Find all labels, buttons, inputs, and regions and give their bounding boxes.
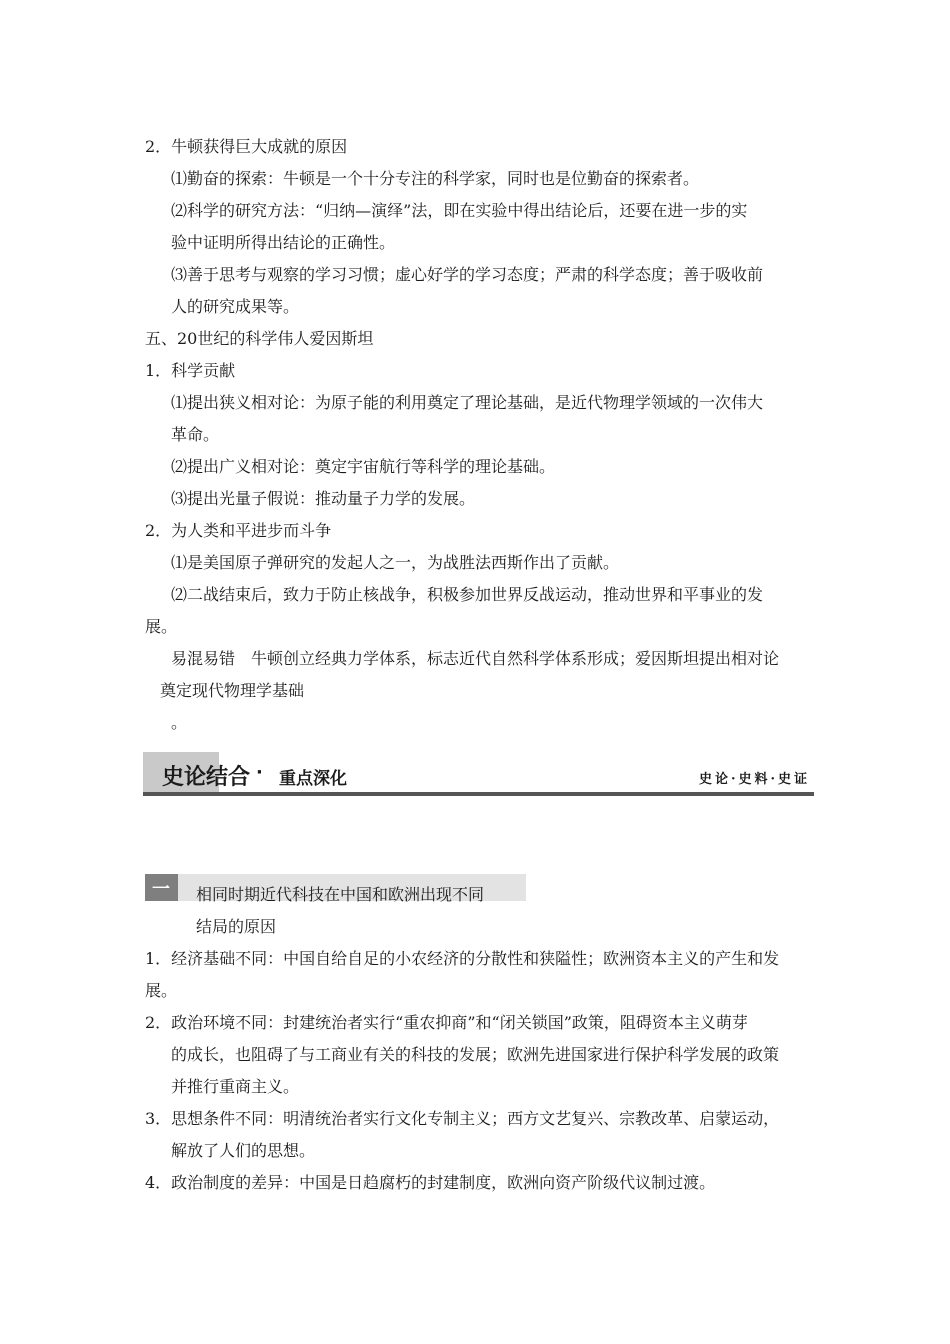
tip-note: 易混易错 牛顿创立经典力学体系，标志近代自然科学体系形成；爱因斯坦提出相对论 — [171, 649, 780, 668]
banner-subtitle: 重点深化 — [279, 769, 347, 789]
section-heading — [145, 874, 526, 902]
list-item-continued: 解放了人们的思想。 — [171, 1141, 316, 1160]
list-item: ⑴是美国原子弹研究的发起人之一，为战胜法西斯作出了贡献。 — [171, 553, 620, 572]
list-item-continued: 验中证明所得出结论的正确性。 — [171, 233, 396, 252]
heading-einstein: 五、20世纪的科学伟人爱因斯坦 — [145, 329, 374, 348]
banner-title: 史论结合 — [162, 765, 251, 790]
banner-rule — [143, 792, 814, 796]
heading-newton-reasons: 2．牛顿获得巨大成就的原因 — [145, 137, 348, 156]
list-item: ⑵科学的研究方法：“归纳—演绎”法，即在实验中得出结论后，还要在进一步的实 — [171, 201, 748, 220]
banner-dot: · — [256, 762, 263, 783]
tip-note-period: 。 — [171, 713, 188, 732]
list-item: 4．政治制度的差异：中国是日趋腐朽的封建制度，欧洲向资产阶级代议制过渡。 — [145, 1173, 716, 1192]
section-title: 相同时期近代科技在中国和欧洲出现不同 — [196, 885, 485, 904]
list-item: ⑴勤奋的探索：牛顿是一个十分专注的科学家，同时也是位勤奋的探索者。 — [171, 169, 700, 188]
list-item-continued: 的成长，也阻碍了与工商业有关的科技的发展；欧洲先进国家进行保护科学发展的政策 — [171, 1045, 780, 1064]
list-item-continued: 并推行重商主义。 — [171, 1077, 300, 1096]
heading-contributions: 1．科学贡献 — [145, 361, 236, 380]
heading-peace: 2．为人类和平进步而斗争 — [145, 521, 332, 540]
list-item: 1．经济基础不同：中国自给自足的小农经济的分散性和狭隘性；欧洲资本主义的产生和发 — [145, 949, 780, 968]
section-title-continued: 结局的原因 — [196, 917, 277, 936]
list-item: ⑵提出广义相对论：奠定宇宙航行等科学的理论基础。 — [171, 457, 556, 476]
list-item: ⑶提出光量子假说：推动量子力学的发展。 — [171, 489, 476, 508]
section-banner — [143, 752, 814, 798]
list-item: ⑵二战结束后，致力于防止核战争，积极参加世界反战运动，推动世界和平事业的发 — [171, 585, 764, 604]
list-item-continued: 人的研究成果等。 — [171, 297, 300, 316]
section-number: 一 — [152, 879, 170, 900]
section-number-box — [145, 874, 178, 901]
list-item: 3．思想条件不同：明清统治者实行文化专制主义；西方文艺复兴、宗教改革、启蒙运动， — [145, 1109, 780, 1128]
list-item-continued: 展。 — [145, 981, 178, 1000]
list-item: 2．政治环境不同：封建统治者实行“重农抑商”和“闭关锁国”政策，阻碍资本主义萌芽 — [145, 1013, 748, 1032]
list-item: ⑴提出狭义相对论：为原子能的利用奠定了理论基础，是近代物理学领域的一次伟大 — [171, 393, 764, 412]
list-item-continued: 革命。 — [171, 425, 220, 444]
tip-note-continued: 奠定现代物理学基础 — [160, 681, 305, 700]
list-item: ⑶善于思考与观察的学习习惯；虚心好学的学习态度；严肃的科学态度；善于吸收前 — [171, 265, 764, 284]
list-item-continued: 展。 — [145, 617, 178, 636]
banner-tagline: 史论·史料·史证 — [698, 772, 810, 787]
